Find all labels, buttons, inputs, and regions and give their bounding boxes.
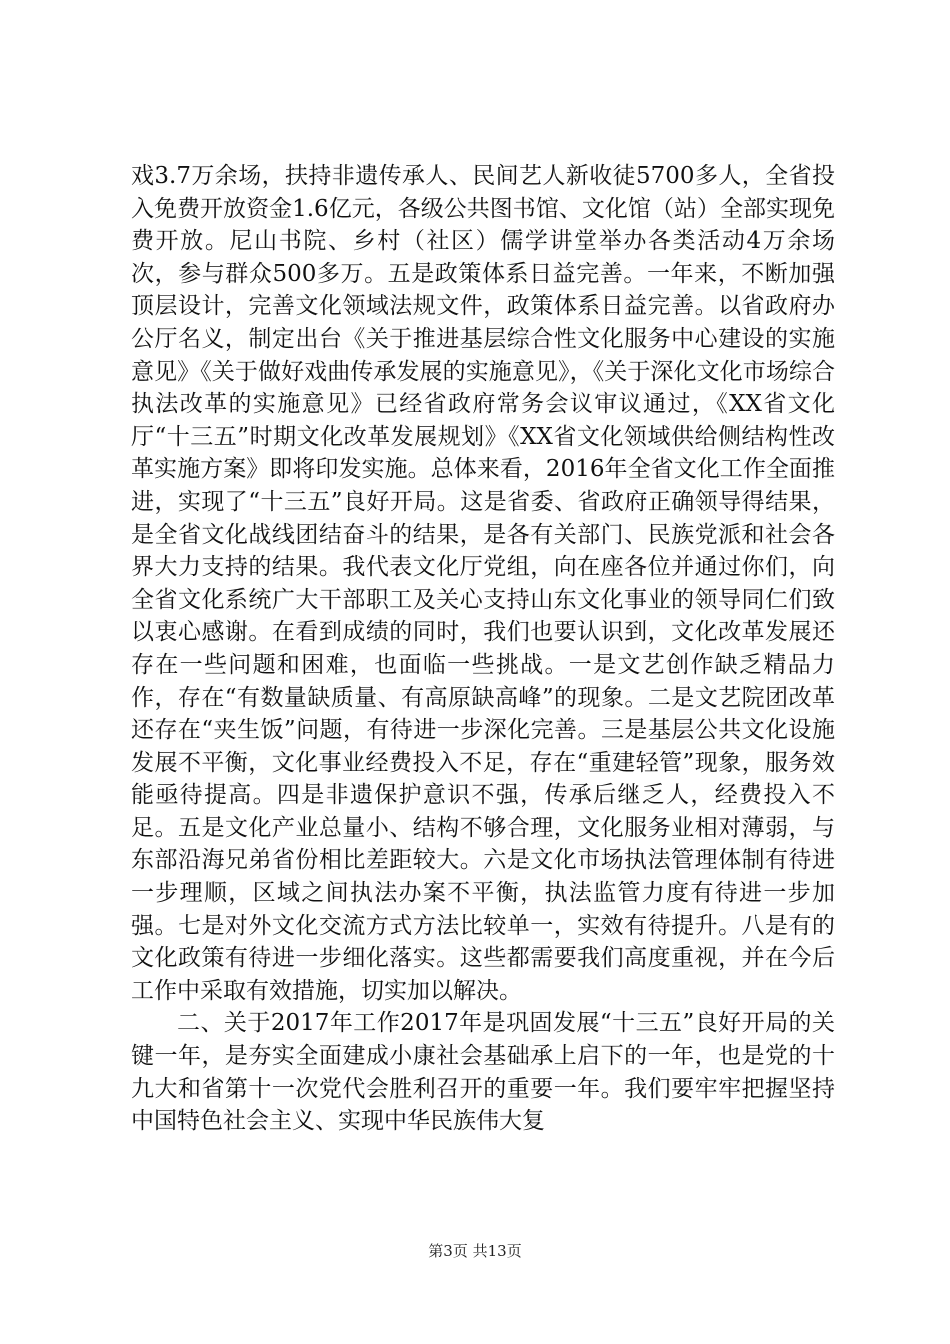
page-footer xyxy=(0,1240,950,1261)
body-paragraph-2: 二、关于2017年工作2017年是巩固发展“十三五”良好开局的关键一年，是夯实全面建成小康社会基础承上启下的一年，也是党的十九大和省第十一次党代会胜利召开的重要一年。我们要牢牢把握坚持中国特色社会主义、实现中华民族伟大复 xyxy=(131,1010,835,1135)
body-paragraph-1: 戏3.7万余场，扶持非遗传承人、民间艺人新收徒5700多人，全省投入免费开放资金1.6亿元，各级公共图书馆、文化馆（站）全部实现免费开放。尼山书院、乡村（社区）儒学讲堂举办各类活动4万余场次，参与群众500多万。五是政策体系日益完善。一年来，不断加强顶层设计，完善文化领域法规文件，政策体系日益完善。以省政府办公厅名义，制定出台《关于推进基层综合性文化服务中心建设的实施意见》《关于做好戏曲传承发展的实施意见》，《关于深化文化市场综合执法改革的实施意见》已经省政府常务会议审议通过，《XX省文化厅“十三五”时期文化改革发展规划》《XX省文化领域供给侧结构性改革实施方案》即将印发实施。总体来看，2016年全省文化工作全面推进，实现了“十三五”良好开局。这是省委、省政府正确领导得结果，是全省文化战线团结奋斗的结果，是各有关部门、民族党派和社会各界大力支持的结果。我代表文化厅党组，向在座各位并通过你们，向全省文化系统广大干部职工及关心支持山东文化事业的领导同仁们致以衷心感谢。在看到成绩的同时，我们也要认识到，文化改革发展还存在一些问题和困难，也面临一些挑战。一是文艺创作缺乏精品力作，存在“有数量缺质量、有高原缺高峰”的现象。二是文艺院团改革还存在“夹生饭”问题，有待进一步深化完善。三是基层公共文化设施发展不平衡，文化事业经费投入不足，存在“重建轻管”现象，服务效能亟待提高。四是非遗保护意识不强，传承后继乏人，经费投入不足。五是文化产业总量小、结构不够合理，文化服务业相对薄弱，与东部沿海兄弟省份相比差距较大。六是文化市场执法管理体制有待进一步理顺，区域之间执法办案不平衡，执法监管力度有待进一步加强。七是对外文化交流方式方法比较单一，实效有待提升。八是有的文化政策有待进一步细化落实。这些都需要我们高度重视，并在今后工作中采取有效措施，切实加以解决。 xyxy=(131,163,835,1004)
page-number: 第3页 共13页 xyxy=(428,1242,522,1260)
document-body xyxy=(131,160,835,1138)
